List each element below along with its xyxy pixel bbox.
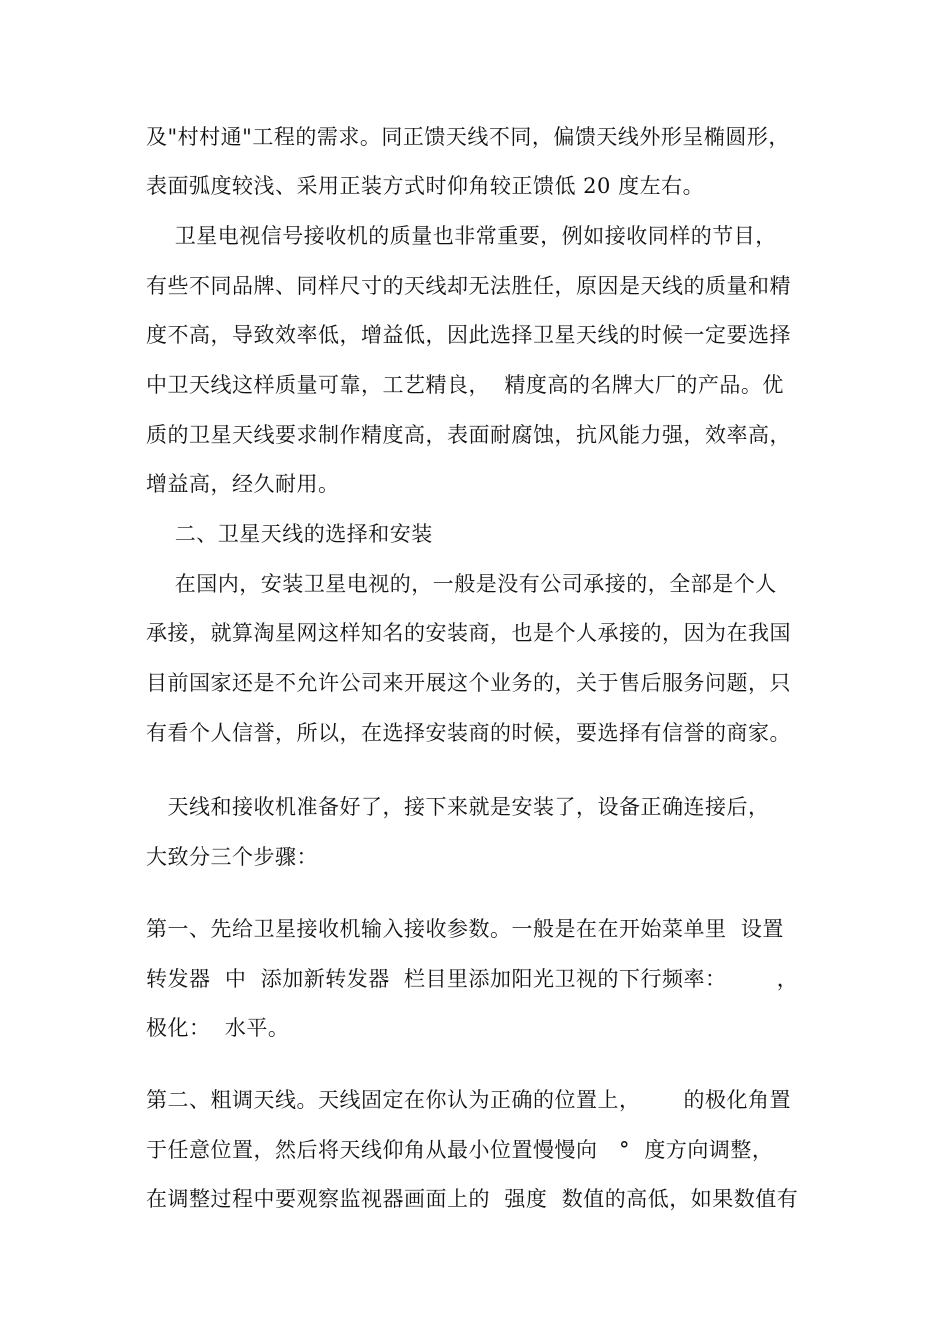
text-line: 天线和接收机准备好了，接下来就是安装了，设备正确连接后， [146, 795, 770, 819]
text-line: 第一、先给卫星接收机输入接收参数。一般是在在开始菜单里 设置 [146, 917, 784, 941]
text-line: 质的卫星天线要求制作精度高，表面耐腐蚀，抗风能力强，效率高， [146, 423, 791, 447]
text-line: 大致分三个步骤： [146, 845, 318, 869]
text-line: 中卫天线这样质量可靠，工艺精良， 精度高的名牌大厂的产品。优 [146, 373, 784, 397]
text-line: 转发器 中 添加新转发器 栏目里添加阳光卫视的下行频率： ， [146, 967, 799, 991]
text-line: 于任意位置，然后将天线仰角从最小位置慢慢向 ° 度方向调整， [146, 1138, 774, 1162]
text-line: 卫星电视信号接收机的质量也非常重要，例如接收同样的节目， [146, 224, 777, 248]
text-line: 度不高，导致效率低，增益低，因此选择卫星天线的时候一定要选择 [146, 323, 791, 347]
text-line: 有些不同品牌、同样尺寸的天线却无法胜任，原因是天线的质量和精 [146, 274, 791, 298]
text-line: 增益高，经久耐用。 [146, 472, 340, 496]
text-line: 表面弧度较浅、采用正装方式时仰角较正馈低 20 度左右。 [146, 174, 705, 198]
text-line: 极化： 水平。 [146, 1016, 290, 1040]
text-line: 在调整过程中要观察监视器画面上的 强度 数值的高低，如果数值有 [146, 1187, 799, 1211]
text-line: 目前国家还是不允许公司来开展这个业务的，关于售后服务问题，只 [146, 671, 791, 695]
text-line: 及"村村通"工程的需求。同正馈天线不同，偏馈天线外形呈椭圆形， [146, 125, 790, 149]
text-line: 承接，就算淘星网这样知名的安装商，也是个人承接的，因为在我国 [146, 621, 791, 645]
text-line: 第二、粗调天线。天线固定在你认为正确的位置上， 的极化角置 [146, 1088, 792, 1112]
text-line: 有看个人信誉，所以，在选择安装商的时候，要选择有信誉的商家。 [146, 721, 791, 745]
text-line: 在国内，安装卫星电视的，一般是没有公司承接的，全部是个人 [146, 572, 777, 596]
section-heading: 二、卫星天线的选择和安装 [146, 522, 433, 546]
